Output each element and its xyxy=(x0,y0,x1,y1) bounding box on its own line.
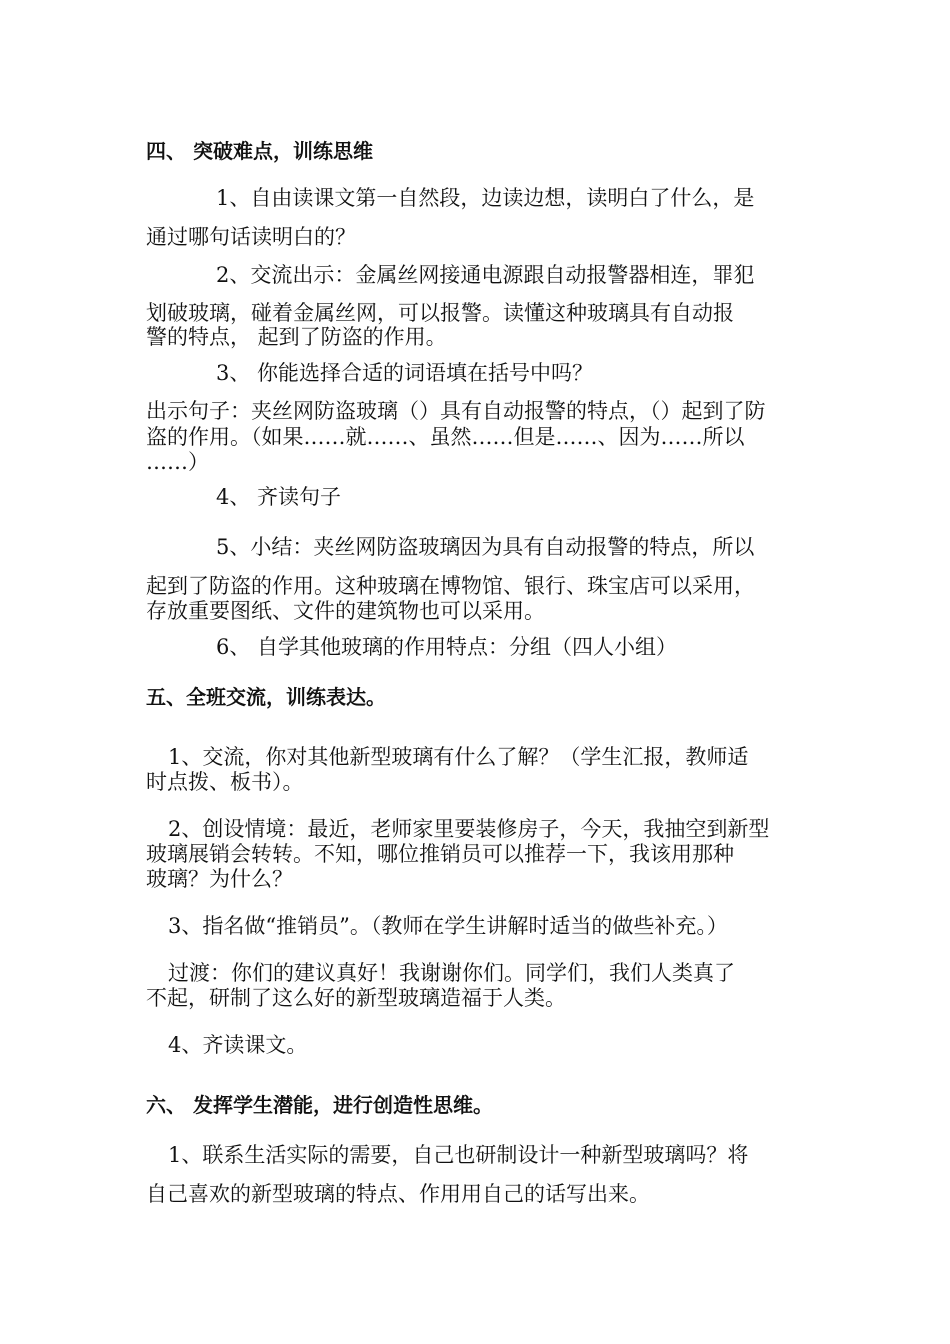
section5-p2-line3: 玻璃？为什么？ xyxy=(146,867,293,891)
section4-p5-line2: 起到了防盗的作用。这种玻璃在博物馆、银行、珠宝店可以采用， xyxy=(146,574,755,598)
section4-sentence-line2: 盗的作用。（如果……就……、虽然……但是……、因为……所以 xyxy=(146,425,745,449)
section4-p2-line3: 警的特点， 起到了防盗的作用。 xyxy=(146,325,447,349)
section5-p2-line2: 玻璃展销会转转。不知，哪位推销员可以推荐一下，我该用那种 xyxy=(146,842,734,866)
section5-p2-line1: 2、创设情境：最近，老师家里要装修房子，今天，我抽空到新型 xyxy=(168,817,770,841)
section4-p1-line2: 通过哪句话读明白的？ xyxy=(146,225,356,249)
section5-p3: 3、指名做“推销员”。（教师在学生讲解时适当的做些补充。） xyxy=(168,914,728,938)
section6-heading: 六、 发挥学生潜能，进行创造性思维。 xyxy=(146,1093,493,1117)
section5-p5: 4、齐读课文。 xyxy=(168,1033,308,1057)
section5-p4-line1: 过渡：你们的建议真好！我谢谢你们。同学们，我们人类真了 xyxy=(168,961,735,985)
section4-p2-line2: 划破玻璃，碰着金属丝网，可以报警。读懂这种玻璃具有自动报 xyxy=(146,301,734,325)
section4-p5-line3: 存放重要图纸、文件的建筑物也可以采用。 xyxy=(146,599,545,623)
section4-p1-line1: 1、自由读课文第一自然段，边读边想，读明白了什么，是 xyxy=(216,186,755,210)
section5-p4-line2: 不起，研制了这么好的新型玻璃造福于人类。 xyxy=(146,986,566,1010)
section6-p1-line2: 自己喜欢的新型玻璃的特点、作用用自己的话写出来。 xyxy=(146,1182,650,1206)
section4-p6: 6、 自学其他玻璃的作用特点：分组（四人小组） xyxy=(216,635,678,659)
section4-sentence-line3: ……） xyxy=(146,450,209,474)
section4-p2-line1: 2、交流出示：金属丝网接通电源跟自动报警器相连，罪犯 xyxy=(216,263,755,287)
section6-p1-line1: 1、联系生活实际的需要，自己也研制设计一种新型玻璃吗？将 xyxy=(168,1143,749,1167)
section5-p1-line2: 时点拨、板书）。 xyxy=(146,770,304,794)
section5-heading: 五、全班交流，训练表达。 xyxy=(146,685,386,709)
section4-p5-line1: 5、小结：夹丝网防盗玻璃因为具有自动报警的特点，所以 xyxy=(216,535,755,559)
section4-sentence-line1: 出示句子：夹丝网防盗玻璃（）具有自动报警的特点，（）起到了防 xyxy=(146,399,766,423)
section4-p3: 3、 你能选择合适的词语填在括号中吗？ xyxy=(216,361,594,385)
section5-p1-line1: 1、交流，你对其他新型玻璃有什么了解？（学生汇报，教师适 xyxy=(168,745,749,769)
section4-heading: 四、 突破难点，训练思维 xyxy=(146,139,373,163)
section4-p4: 4、 齐读句子 xyxy=(216,485,342,509)
